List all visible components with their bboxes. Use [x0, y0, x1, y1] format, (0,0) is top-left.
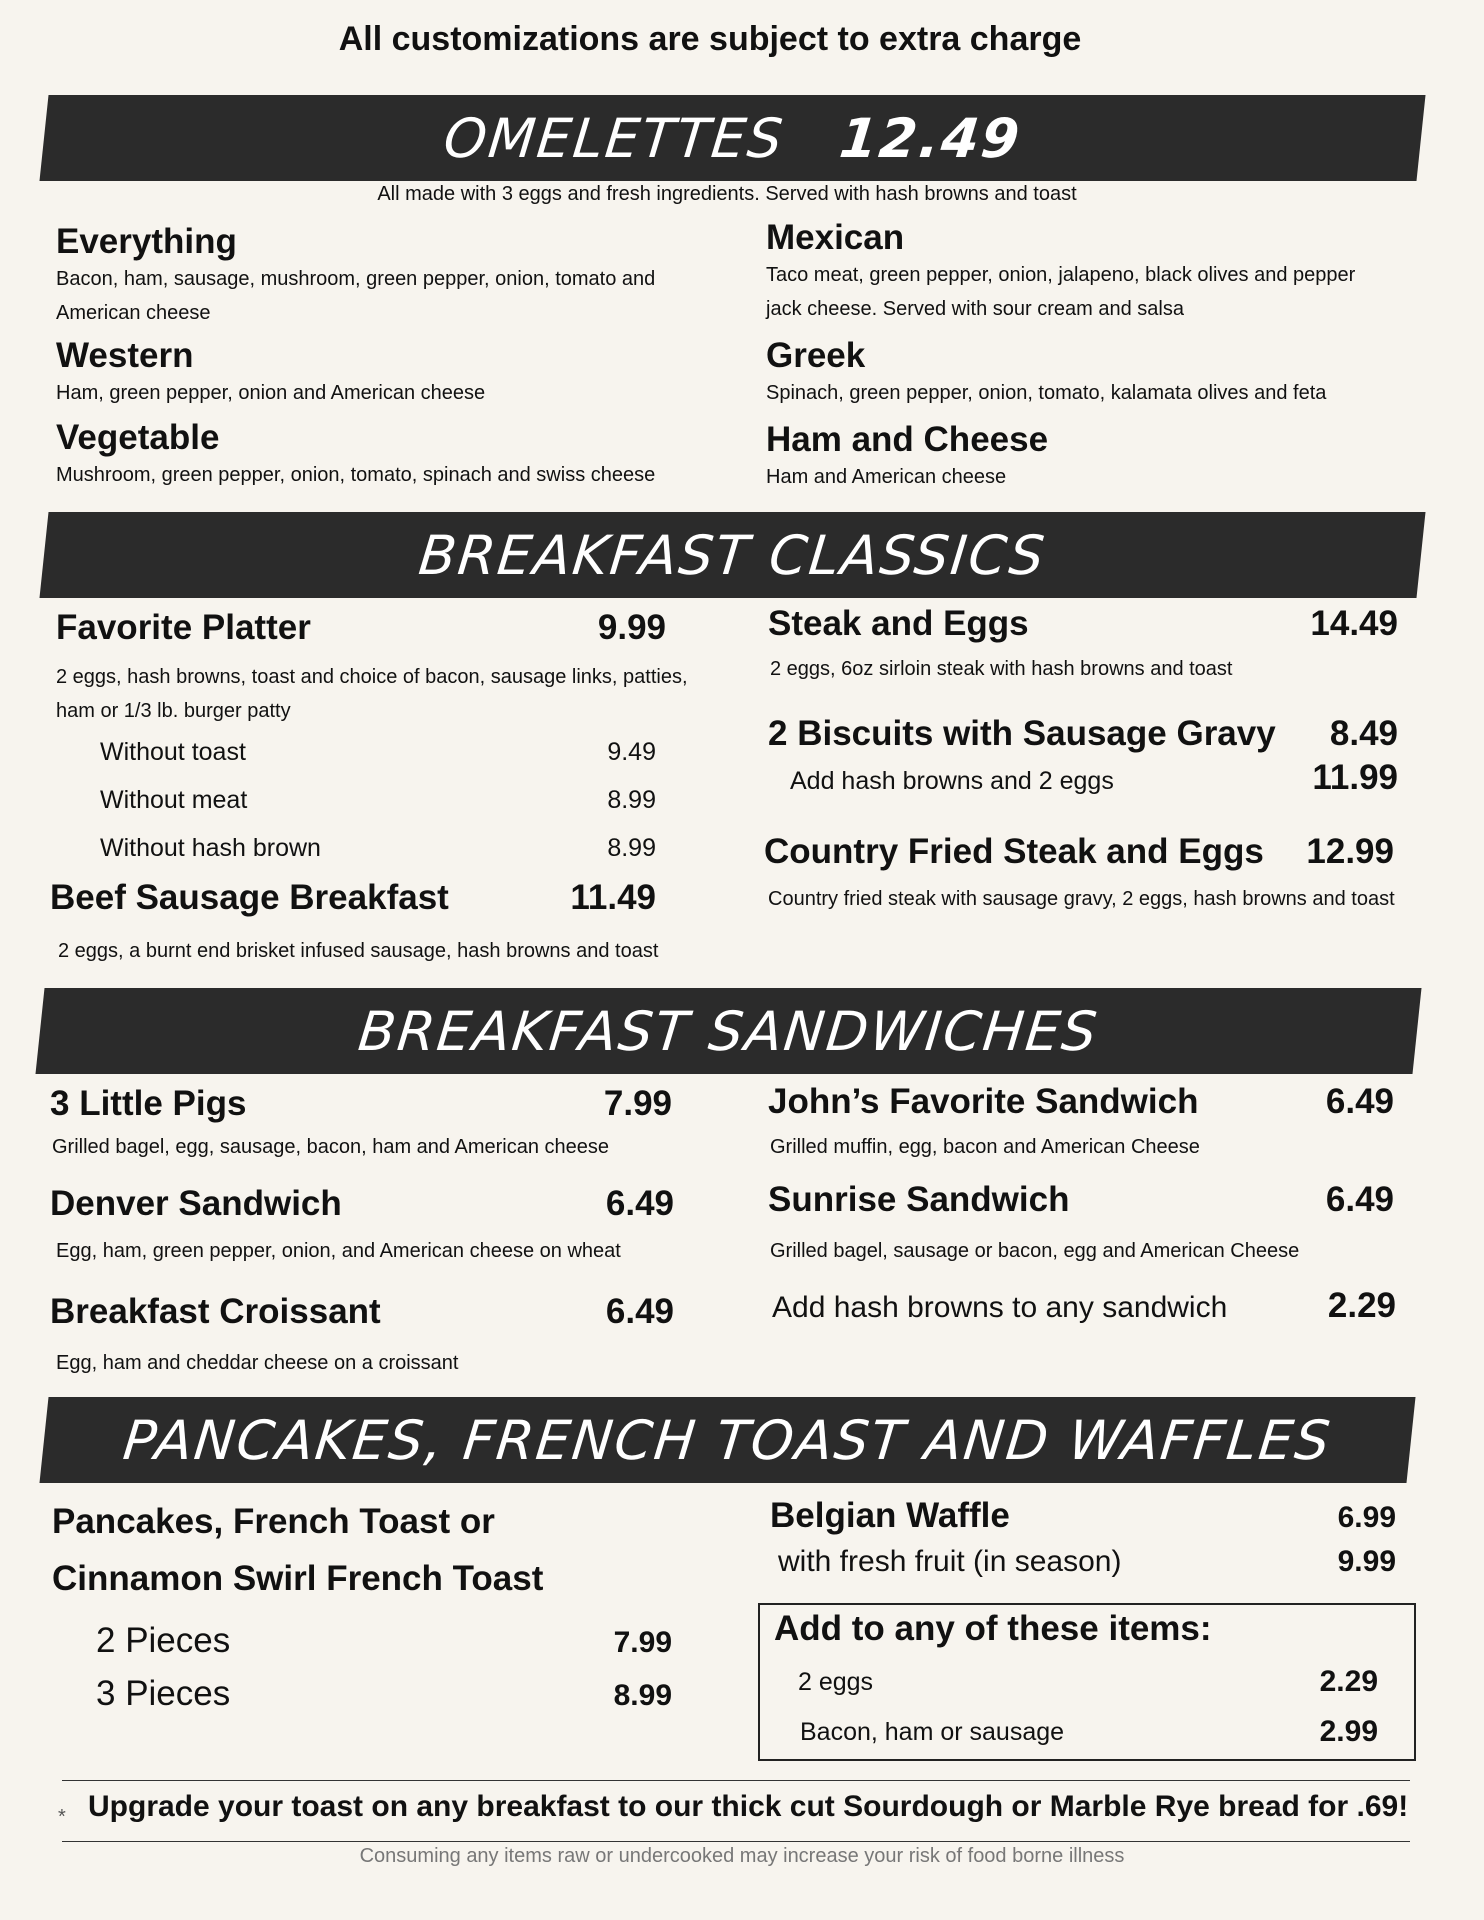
- item-price: 7.99: [603, 1084, 672, 1123]
- pancakes-title: PANCAKES, FRENCH TOAST AND WAFFLES: [120, 1408, 1335, 1472]
- option-price: 9.49: [607, 738, 656, 766]
- item-name: Belgian Waffle: [770, 1496, 1010, 1535]
- pieces-label: 3 Pieces: [96, 1674, 231, 1713]
- item-name: Greek: [766, 336, 866, 375]
- pieces-price: 7.99: [613, 1626, 672, 1659]
- beef-sausage-row: [50, 878, 656, 918]
- item-desc: Bacon, ham, sausage, mushroom, green pepper, onion, tomato and American cheese: [56, 268, 656, 325]
- food-safety-warning: Consuming any items raw or undercooked may increase your risk of food borne illness: [359, 1845, 1125, 1867]
- item-name: Western: [56, 336, 194, 375]
- toast-upgrade-note: Upgrade your toast on any breakfast to our thick cut Sourdough or Marble Rye bread for .69!: [88, 1790, 1409, 1823]
- item-name: Mexican: [766, 218, 905, 257]
- addon-price: 11.99: [1312, 758, 1398, 797]
- omelettes-price: 12.49: [836, 106, 1025, 170]
- sandwiches-banner: [35, 988, 1421, 1074]
- option-price: 8.99: [607, 834, 656, 862]
- item-name: Denver Sandwich: [50, 1184, 342, 1223]
- option-label: Without toast: [100, 738, 246, 766]
- item-price: 9.99: [597, 608, 666, 647]
- favorite-platter-desc: 2 eggs, hash browns, toast and choice of bacon, sausage links, patties, ham or 1/3 lb. burger patty: [56, 666, 688, 722]
- sandwich-row: [50, 1084, 672, 1124]
- sandwiches-title: BREAKFAST SANDWICHES: [355, 999, 1102, 1063]
- addon-price: 2.29: [1319, 1665, 1378, 1698]
- item-price: 6.49: [1325, 1180, 1394, 1219]
- addon-row: [800, 1715, 1378, 1749]
- item-name: Everything: [56, 222, 237, 261]
- sandwich-row: [50, 1292, 674, 1332]
- addon-label: Bacon, ham or sausage: [800, 1717, 1065, 1746]
- addon-label: Add hash browns and 2 eggs: [790, 767, 1114, 795]
- pancakes-name-line2: Cinnamon Swirl French Toast: [52, 1559, 544, 1598]
- item-desc: Spinach, green pepper, onion, tomato, kalamata olives and feta: [766, 382, 1327, 405]
- pieces-row: [96, 1621, 672, 1661]
- item-price: 6.49: [605, 1292, 674, 1331]
- item-name: Sunrise Sandwich: [768, 1180, 1070, 1219]
- item-name: Breakfast Croissant: [50, 1292, 381, 1331]
- item-price: 11.49: [570, 878, 656, 917]
- omelettes-subtitle: All made with 3 eggs and fresh ingredients. Served with hash browns and toast: [377, 183, 1077, 205]
- item-desc: Mushroom, green pepper, onion, tomato, spinach and swiss cheese: [56, 464, 656, 487]
- addon-label: Add hash browns to any sandwich: [772, 1291, 1228, 1324]
- asterisk: *: [58, 1806, 66, 1828]
- sandwich-row: [768, 1180, 1394, 1220]
- fruit-price: 9.99: [1337, 1545, 1396, 1578]
- addon-row: [798, 1665, 1378, 1699]
- item-price: 14.49: [1310, 604, 1398, 643]
- item-desc: Taco meat, green pepper, onion, jalapeno, black olives and pepper jack cheese. Served with sour cream and salsa: [766, 264, 1356, 321]
- omelette-everything: [56, 222, 736, 330]
- omelette-vegetable: [56, 418, 756, 492]
- item-name: 3 Little Pigs: [50, 1084, 247, 1123]
- item-name: Country Fried Steak and Eggs: [764, 832, 1264, 871]
- item-desc: Ham and American cheese: [766, 466, 1007, 489]
- item-name: Favorite Platter: [56, 608, 311, 647]
- pancakes-name-line1: Pancakes, French Toast or: [52, 1502, 495, 1541]
- favorite-platter-row: [56, 608, 666, 648]
- item-price: 6.49: [605, 1184, 674, 1223]
- footer-bottom-rule: [62, 1841, 1410, 1842]
- footer-top-rule: [62, 1780, 1410, 1781]
- omelette-greek: [766, 336, 1446, 410]
- country-fried-desc: Country fried steak with sausage gravy, 2 eggs, hash browns and toast: [768, 888, 1395, 910]
- item-name: 2 Biscuits with Sausage Gravy: [768, 714, 1276, 753]
- omelette-mexican: [766, 218, 1416, 326]
- option-label: Without hash brown: [100, 834, 321, 862]
- pieces-row: [96, 1674, 672, 1714]
- steak-and-eggs-row: [768, 604, 1398, 644]
- sandwich-row: [50, 1184, 674, 1224]
- omelette-western: [56, 336, 736, 410]
- omelettes-banner: [39, 95, 1425, 181]
- waffle-row: [770, 1496, 1396, 1536]
- option-row: [100, 738, 656, 767]
- pieces-price: 8.99: [613, 1679, 672, 1712]
- omelettes-title: OMELETTES: [440, 106, 788, 170]
- item-name: Vegetable: [56, 418, 220, 457]
- addon-price: 2.29: [1327, 1286, 1396, 1325]
- option-label: Without meat: [100, 786, 248, 814]
- item-name: Beef Sausage Breakfast: [50, 878, 449, 917]
- sandwich-desc: Grilled bagel, sausage or bacon, egg and American Cheese: [770, 1240, 1300, 1262]
- pieces-label: 2 Pieces: [96, 1621, 231, 1660]
- waffle-fruit-row: [778, 1545, 1396, 1579]
- option-price: 8.99: [607, 786, 656, 814]
- addons-title: Add to any of these items:: [774, 1609, 1212, 1648]
- addons-box: [758, 1603, 1416, 1761]
- sandwich-desc: Egg, ham, green pepper, onion, and American cheese on wheat: [56, 1240, 621, 1262]
- option-row: [100, 786, 656, 815]
- item-name: John’s Favorite Sandwich: [768, 1082, 1199, 1121]
- item-name: Steak and Eggs: [768, 604, 1029, 643]
- biscuits-row: [768, 714, 1398, 754]
- beef-sausage-desc: 2 eggs, a burnt end brisket infused sausage, hash browns and toast: [58, 940, 659, 962]
- option-row: [100, 834, 656, 863]
- sandwich-desc: Egg, ham and cheddar cheese on a croissant: [56, 1352, 459, 1374]
- country-fried-row: [764, 832, 1394, 872]
- omelette-ham-and-cheese: [766, 420, 1416, 494]
- classics-title: BREAKFAST CLASSICS: [415, 523, 1050, 587]
- addon-price: 2.99: [1319, 1715, 1378, 1748]
- steak-and-eggs-desc: 2 eggs, 6oz sirloin steak with hash browns and toast: [770, 658, 1233, 680]
- pancakes-banner: [39, 1397, 1415, 1483]
- sandwich-desc: Grilled muffin, egg, bacon and American Cheese: [770, 1136, 1200, 1158]
- addon-label: 2 eggs: [798, 1667, 874, 1696]
- biscuits-add-row: [790, 758, 1398, 798]
- item-price: 8.49: [1329, 714, 1398, 753]
- fruit-label: with fresh fruit (in season): [778, 1545, 1122, 1578]
- classics-banner: [39, 512, 1425, 598]
- item-price: 6.99: [1337, 1501, 1396, 1534]
- item-desc: Ham, green pepper, onion and American cheese: [56, 382, 486, 405]
- item-name: Ham and Cheese: [766, 420, 1049, 459]
- item-price: 6.49: [1325, 1082, 1394, 1121]
- sandwich-addon-row: [772, 1286, 1396, 1326]
- item-price: 12.99: [1306, 832, 1394, 871]
- customization-notice: All customizations are subject to extra charge: [338, 20, 1082, 58]
- sandwich-desc: Grilled bagel, egg, sausage, bacon, ham and American cheese: [52, 1136, 610, 1158]
- sandwich-row: [768, 1082, 1394, 1122]
